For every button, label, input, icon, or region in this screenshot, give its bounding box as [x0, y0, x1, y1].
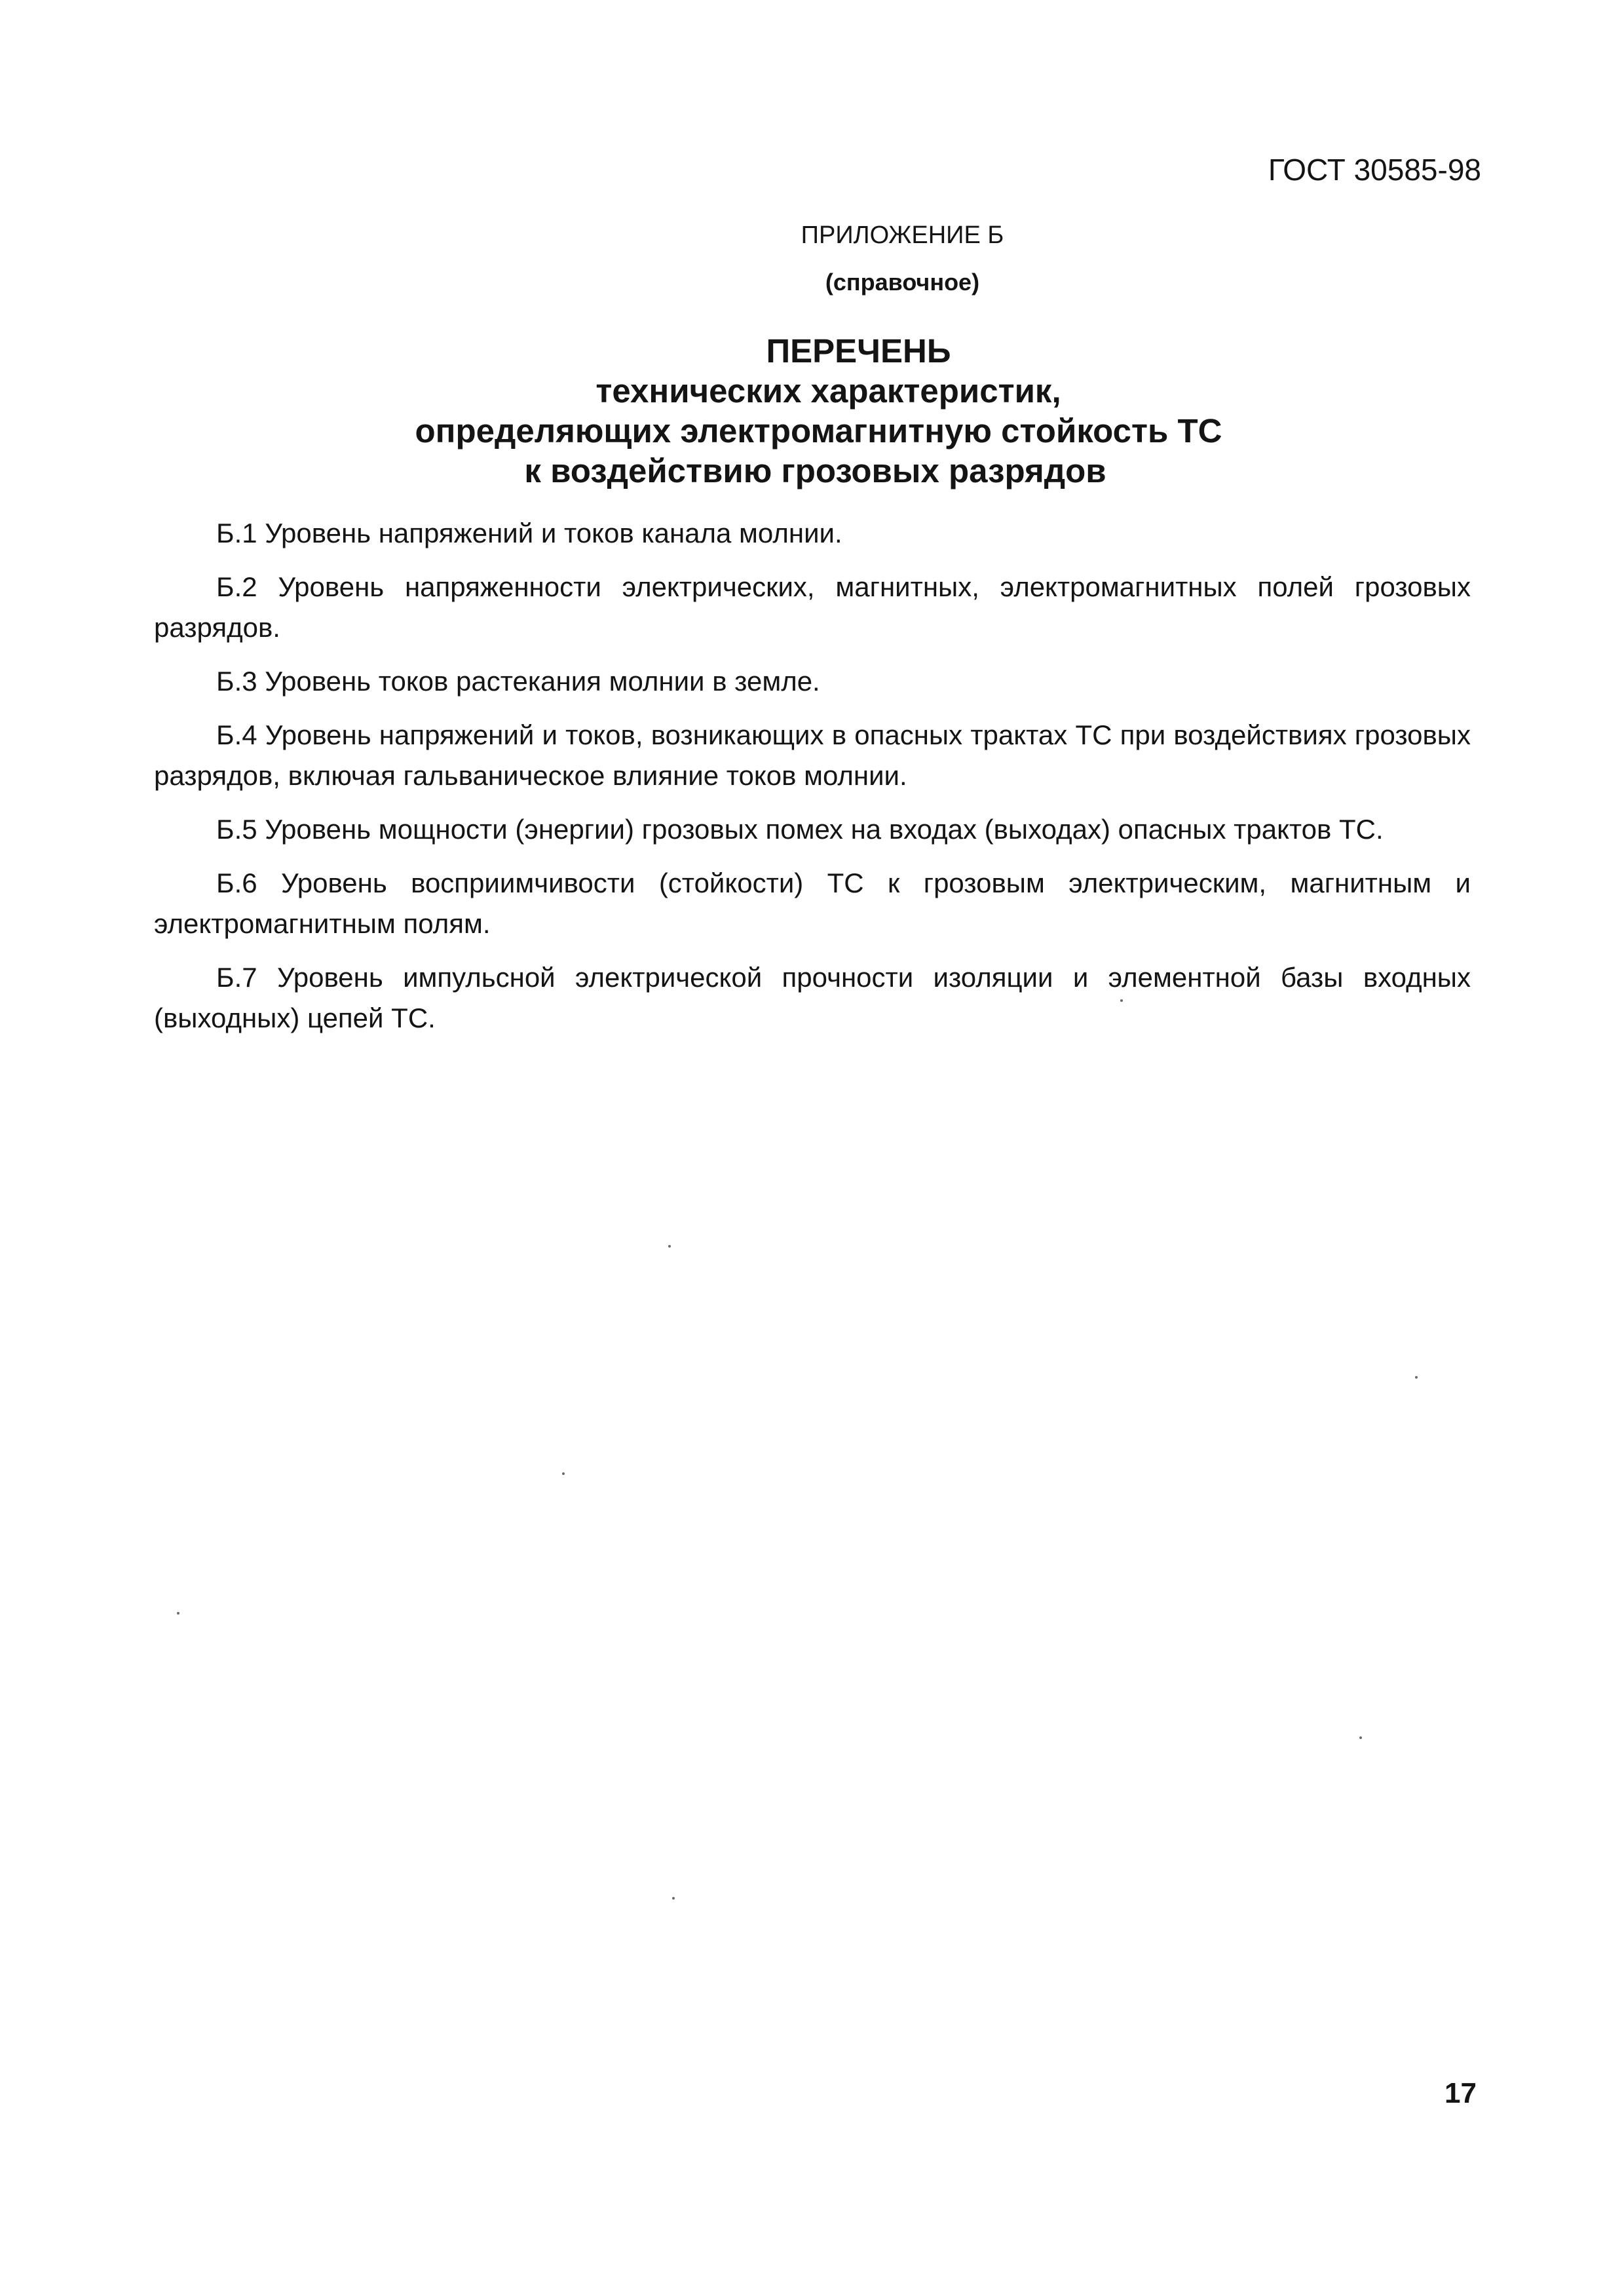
annex-type: (справочное) — [825, 269, 980, 296]
list-item-b5: Б.5 Уровень мощности (энергии) грозовых помех на входах (выходах) опасных трактов ТС. — [216, 814, 1384, 845]
scan-speck — [672, 1897, 675, 1900]
list-item-b1: Б.1 Уровень напряжений и токов канала молнии. — [216, 518, 842, 548]
scan-speck — [177, 1612, 179, 1615]
heading-main: ПЕРЕЧЕНЬ — [766, 332, 951, 370]
list-item-b7: Б.7 Уровень импульсной электрической прочности изоляции и элементной базы входных (выходных) цепей ТС. — [154, 962, 1471, 1033]
annex-title: ПРИЛОЖЕНИЕ Б — [801, 221, 1004, 249]
section-heading — [0, 331, 1624, 491]
heading-line-3: к воздействию грозовых разрядов — [524, 452, 1106, 489]
list-item-b3: Б.3 Уровень токов растекания молнии в земле. — [216, 666, 820, 697]
scan-speck — [1359, 1736, 1362, 1739]
list-item-b2: Б.2 Уровень напряженности электрических, магнитных, электромагнитных полей грозовых разрядов. — [154, 571, 1471, 643]
list-item-b4: Б.4 Уровень напряжений и токов, возникающих в опасных трактах ТС при воздействиях грозовых разрядов, включая гальваническое влияние токов молнии. — [154, 719, 1471, 791]
heading-line-1: технических характеристик, — [595, 372, 1061, 410]
scan-speck — [562, 1472, 565, 1475]
list-item-b6: Б.6 Уровень восприимчивости (стойкости) ТС к грозовым электрическим, магнитным и электромагнитным полям. — [154, 868, 1471, 939]
document-code: ГОСТ 30585-98 — [1268, 153, 1481, 187]
heading-line-2: определяющих электромагнитную стойкость ТС — [415, 412, 1222, 450]
scan-speck — [668, 1245, 671, 1248]
characteristics-list — [154, 513, 1471, 1052]
scan-speck — [1415, 1376, 1418, 1379]
page-number: 17 — [1445, 2077, 1477, 2109]
scan-speck — [1120, 999, 1123, 1002]
